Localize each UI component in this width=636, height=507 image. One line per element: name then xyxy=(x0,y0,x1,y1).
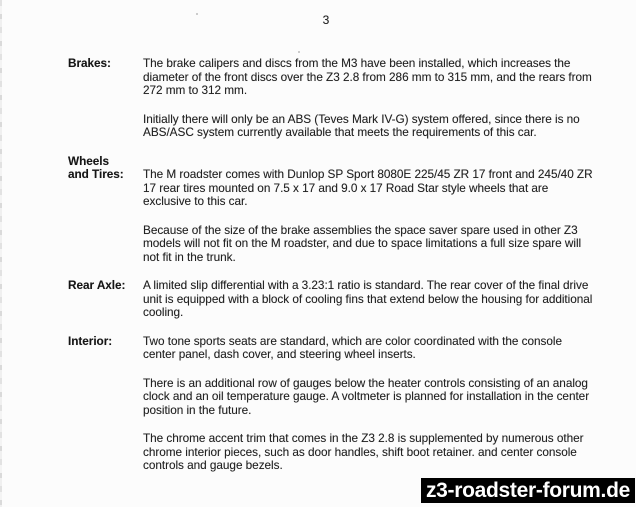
section-brakes xyxy=(68,57,628,155)
paragraph xyxy=(143,279,613,320)
text-line: models will not fit on the M roadster, and due to space limitations a full size spare will xyxy=(143,236,582,250)
section-wheels-and-tires xyxy=(68,155,628,280)
page-number: 3 xyxy=(322,13,330,27)
text-line: There is an additional row of gauges below the heater controls consisting of an analog xyxy=(143,375,588,390)
text-line: exclusive to this car. xyxy=(143,194,248,208)
text-line: unit is equipped with a block of cooling fins that extend below the housing for additional xyxy=(143,291,593,306)
text-line: A limited slip differential with a 3.23:1 ratio is standard. The rear cover of the final drive xyxy=(143,278,589,292)
section-label-rear-axle xyxy=(68,279,143,293)
section-label-text: Brakes: xyxy=(68,56,111,70)
text-line: center panel, dash cover, and steering wheel inserts. xyxy=(143,347,416,361)
text-line: position in the future. xyxy=(143,402,252,417)
paragraph xyxy=(143,168,613,209)
section-label-interior xyxy=(68,335,143,349)
scan-speck xyxy=(298,51,300,53)
section-label-wheels-and-tires xyxy=(68,155,143,182)
section-label-text: and Tires: xyxy=(68,167,124,181)
text-line: Initially there will only be an ABS (Teves Mark IV-G) system offered, since there is no xyxy=(143,111,580,126)
section-label-text: Interior: xyxy=(68,333,113,348)
paragraph xyxy=(143,432,613,473)
text-line: not fit in the trunk. xyxy=(143,249,236,264)
section-body-brakes xyxy=(143,57,613,155)
paragraph xyxy=(143,335,613,362)
text-line: Because of the size of the brake assemblies the space saver spare used in other Z3 xyxy=(143,222,578,237)
section-rear-axle xyxy=(68,279,628,335)
text-line: cooling. xyxy=(143,305,184,319)
section-label-text: Rear Axle: xyxy=(68,278,126,292)
section-label-brakes xyxy=(68,57,143,71)
text-line: diameter of the front discs over the Z3 2.8 from 286 mm to 315 mm, and the rears from xyxy=(143,69,592,84)
text-line: The M roadster comes with Dunlop SP Sport 8080E 225/45 ZR 17 front and 245/40 ZR xyxy=(143,167,593,181)
section-body-rear-axle xyxy=(143,279,613,335)
text-line: Two tone sports seats are standard, which are color coordinated with the console xyxy=(143,333,562,348)
text-line: clock and an oil temperature gauge. A voltmeter is planned for installation in the center xyxy=(143,389,590,403)
text-line: 17 rear tires mounted on 7.5 x 17 and 9.0 x 17 Road Star style wheels that are xyxy=(143,180,549,195)
text-line: The brake calipers and discs from the M3 have been installed, which increases the xyxy=(143,56,571,70)
text-line: chrome interior pieces, such as door handles, shift boot retainer. and center console xyxy=(143,444,577,459)
watermark-badge: z3-roadster-forum.de xyxy=(421,478,635,503)
document-body xyxy=(68,57,628,488)
section-body-interior xyxy=(143,335,613,488)
text-line: controls and gauge bezels. xyxy=(143,458,283,472)
section-label-text: Wheels xyxy=(68,153,110,168)
text-line: The chrome accent trim that comes in the Z3 2.8 is supplemented by numerous other xyxy=(143,431,584,445)
text-line: ABS/ASC system currently available that meets the requirements of this car. xyxy=(143,125,537,139)
paragraph xyxy=(143,224,613,265)
scan-artifact-left-edge xyxy=(0,0,2,507)
paragraph xyxy=(143,57,613,98)
section-body-wheels-and-tires xyxy=(143,155,613,280)
paragraph xyxy=(143,377,613,418)
section-interior xyxy=(68,335,628,488)
paragraph xyxy=(143,113,613,140)
text-line: 272 mm to 312 mm. xyxy=(143,83,248,97)
